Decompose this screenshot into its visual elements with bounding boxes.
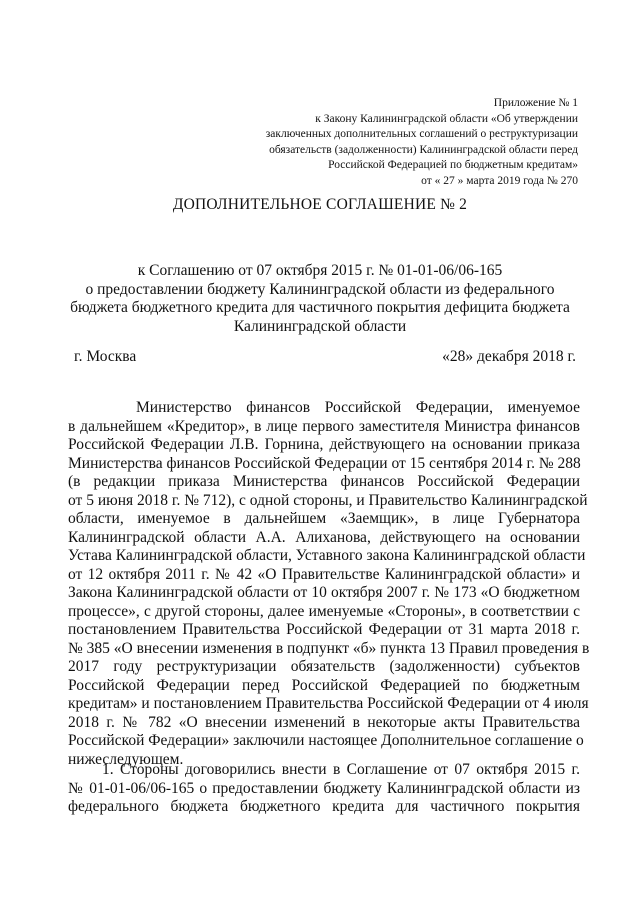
place-date-row xyxy=(74,348,576,366)
paragraph-line: Российской Федерации» заключили настоящее Дополнительное соглашение о xyxy=(68,732,584,749)
subject-line: к Соглашению от 07 октября 2015 г. № 01-01-06/06-165 xyxy=(137,262,503,279)
paragraph-line: постановлением Правительства Российской Федерации от 31 марта 2018 г. xyxy=(68,621,580,638)
appendix-line: Приложение № 1 xyxy=(493,97,578,109)
paragraph-line: Российской Федерации Л.В. Горнина, действующего на основании приказа xyxy=(68,436,580,453)
paragraph-line: Министерства финансов Российской Федерации от 15 сентября 2014 г. № 288 xyxy=(68,454,581,472)
paragraph-line: (в редакции приказа Министерства финансов Российской Федерации xyxy=(68,473,580,490)
agreement-subject xyxy=(60,262,580,336)
paragraph-line: от 12 октября 2011 г. № 42 «О Правительстве Калининградской области» и xyxy=(68,565,580,583)
paragraph-line: кредитам» и постановлением Правительства Российской Федерации от 4 июля xyxy=(68,695,589,712)
appendix-line: Российской Федерацией по бюджетным кредитам» xyxy=(328,159,578,172)
subject-line: бюджета бюджетного кредита для частичного покрытия дефицита бюджета xyxy=(70,299,570,316)
date: «28» декабря 2018 г. xyxy=(442,348,576,365)
paragraph-line: области, именуемое в дальнейшем «Заемщик», в лице Губернатора xyxy=(68,510,580,527)
paragraph-clause-1 xyxy=(68,761,580,817)
appendix-line: обязательств (задолженности) Калининградской области перед xyxy=(269,143,578,156)
paragraph-line: от 5 июня 2018 г. № 712), с одной стороны, и Правительство Калининградской xyxy=(68,491,588,509)
paragraph-line: Калининградской области А.А. Алиханова, действующего на основании xyxy=(68,528,580,546)
place: г. Москва xyxy=(74,348,137,365)
paragraph-line: № 01-01-06/06-165 о предоставлении бюджету Калининградской области из xyxy=(68,779,580,797)
appendix-line: от « 27 » марта 2019 года № 270 xyxy=(421,174,578,187)
paragraph-line: 2018 г. № 782 «О внесении изменений в некоторые акты Правительства xyxy=(68,713,580,731)
paragraph-line: федерального бюджета бюджетного кредита для частичного покрытия xyxy=(68,798,580,815)
subject-line: Калининградской области xyxy=(233,317,407,335)
paragraph-line: Министерство финансов Российской Федерации, именуемое xyxy=(136,399,580,416)
appendix-line: к Закону Калининградской области «Об утверждении xyxy=(315,112,578,125)
paragraph-line: Устава Калининградской области, Уставного закона Калининградской области xyxy=(68,547,586,564)
paragraph-line: 1. Стороны договорились внести в Соглашение от 07 октября 2015 г. xyxy=(102,761,580,778)
paragraph-line: нижеследующем. xyxy=(68,750,184,768)
paragraph-line: Российской Федерации перед Российской Федерацией по бюджетным xyxy=(68,676,580,694)
paragraph-line: № 385 «О внесении изменения в подпункт «б» пункта 13 Правил проведения в xyxy=(68,639,590,657)
appendix-header xyxy=(258,96,578,190)
document-title: ДОПОЛНИТЕЛЬНОЕ СОГЛАШЕНИЕ № 2 xyxy=(172,196,468,213)
paragraph-line: в дальнейшем «Кредитор», в лице первого заместителя Министра финансов xyxy=(68,417,580,435)
paragraph-line: процессе», с другой стороны, далее именуемые «Стороны», в соответствии с xyxy=(68,602,580,620)
appendix-line: заключенных дополнительных соглашений о реструктуризации xyxy=(265,128,578,141)
paragraph-parties xyxy=(68,399,590,769)
paragraph-line: Закона Калининградской области от 10 октября 2007 г. № 173 «О бюджетном xyxy=(68,584,580,601)
subject-line: о предоставлении бюджету Калининградской области из федерального xyxy=(85,280,555,298)
paragraph-line: 2017 году реструктуризации обязательств (задолженности) субъектов xyxy=(68,658,580,675)
